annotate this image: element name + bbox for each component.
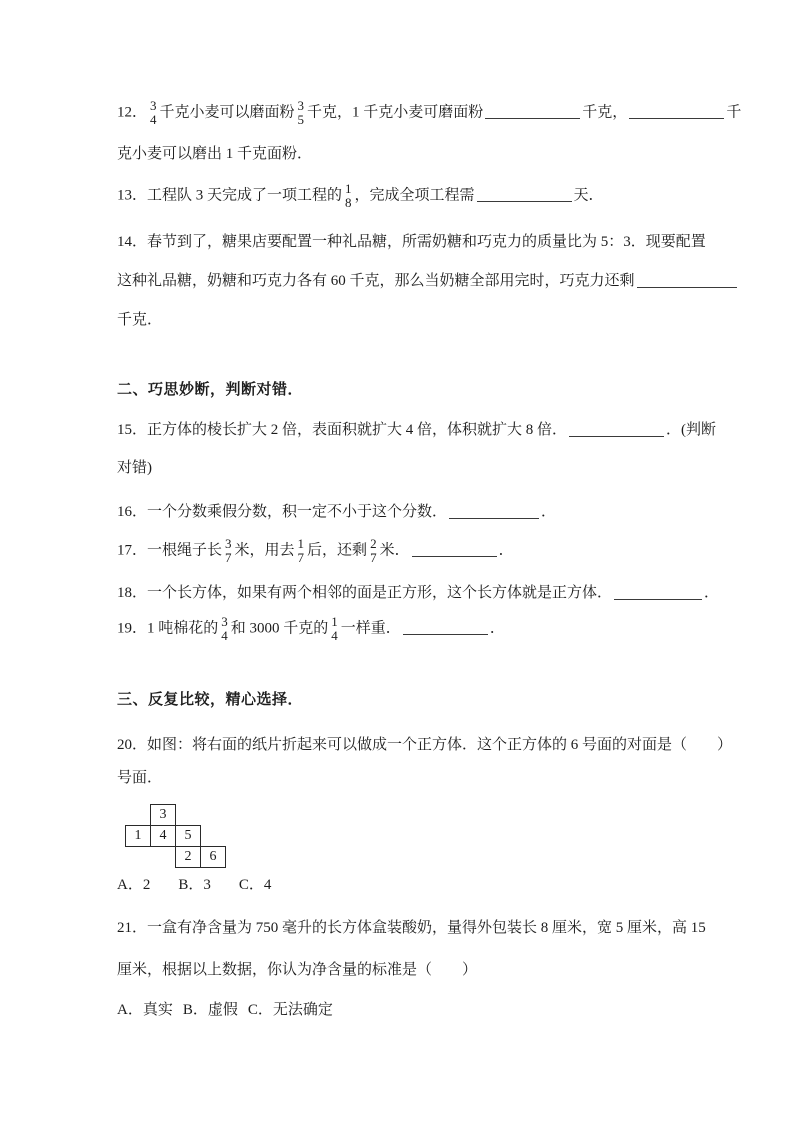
option-b: B．虚假 <box>182 1002 238 1018</box>
fraction-denominator: 7 <box>370 550 377 565</box>
question-19 <box>117 615 505 643</box>
option-c: C．无法确定 <box>247 1002 333 1018</box>
fraction-denominator: 7 <box>297 550 305 565</box>
fraction-3-7 <box>225 537 232 565</box>
question-text: 春节到了，糖果店要配置一种礼品糖，所需奶糖和巧克力的质量比为 5：3．现要配置 <box>147 234 706 250</box>
question-text: 正方体的棱长扩大 2 倍，表面积就扩大 4 倍，体积就扩大 8 倍． <box>147 422 568 438</box>
question-18 <box>117 582 719 604</box>
answer-blank <box>485 102 580 119</box>
question-number: 19． <box>117 620 148 637</box>
fraction-numerator: 3 <box>221 614 228 629</box>
question-text: 一盒有净含量为 750 毫升的长方体盒装酸奶，量得外包装长 8 厘米，宽 5 厘米，高 15 <box>147 920 706 936</box>
question-text: 一根绳子长 <box>147 542 223 559</box>
answer-blank <box>629 102 724 119</box>
section-title-text: 三、反复比较，精心选择． <box>117 692 304 708</box>
question-text: 千克，1 千克小麦可磨面粉 <box>307 104 484 121</box>
question-number: 12． <box>117 104 148 121</box>
fraction-numerator: 1 <box>331 614 338 629</box>
question-number: 16． <box>117 504 148 520</box>
question-14-line-3 <box>117 309 162 331</box>
question-21-line-1 <box>117 917 706 939</box>
fraction-numerator: 1 <box>345 181 352 196</box>
question-15-line-2 <box>117 457 152 479</box>
net-cell-4: 4 <box>150 825 176 847</box>
answer-blank <box>569 420 664 437</box>
question-text: 米． <box>379 542 410 559</box>
question-text: ．(判断 <box>666 422 717 438</box>
question-text: 一样重． <box>340 620 401 637</box>
question-text: ． <box>498 542 514 559</box>
question-20-line-2 <box>117 767 162 789</box>
question-17 <box>117 537 514 565</box>
question-14-line-2 <box>117 270 739 292</box>
fraction-1-4 <box>331 615 338 643</box>
question-text: 厘米，根据以上数据，你认为净含量的标准是（ ） <box>117 962 478 978</box>
question-text: ． <box>489 620 505 637</box>
section-3-title <box>117 689 303 711</box>
question-text: 千 <box>726 104 742 121</box>
answer-blank <box>637 271 737 288</box>
fraction-3-4 <box>150 99 157 127</box>
question-text: 一个分数乘假分数，积一定不小于这个分数． <box>147 504 448 520</box>
fraction-denominator: 4 <box>150 112 157 127</box>
question-number: 13． <box>117 187 148 204</box>
question-number: 14． <box>117 234 148 250</box>
fraction-1-7 <box>298 537 305 565</box>
fraction-denominator: 5 <box>297 112 305 127</box>
question-text: ． <box>704 585 720 601</box>
net-cell-5: 5 <box>175 825 201 847</box>
fraction-numerator: 3 <box>150 98 157 113</box>
fraction-3-5 <box>298 99 305 127</box>
question-text: 如图：将右面的纸片折起来可以做成一个正方体．这个正方体的 6 号面的对面是（ ） <box>147 737 733 753</box>
answer-blank <box>412 540 497 557</box>
fraction-numerator: 2 <box>370 536 377 551</box>
question-text: 千克小麦可以磨面粉 <box>159 104 295 121</box>
question-number: 20． <box>117 737 148 753</box>
net-cell-3: 3 <box>150 804 176 826</box>
fraction-denominator: 4 <box>221 628 228 643</box>
answer-blank <box>477 185 572 202</box>
section-title-text: 二、巧思妙断，判断对错． <box>117 382 304 398</box>
question-text: ． <box>541 504 557 520</box>
fraction-numerator: 3 <box>297 98 305 113</box>
question-text: 这种礼品糖，奶糖和巧克力各有 60 千克，那么当奶糖全部用完时，巧克力还剩 <box>117 273 635 289</box>
answer-blank <box>403 618 488 635</box>
question-text: 天． <box>573 187 604 204</box>
question-text: 克小麦可以磨出 1 千克面粉． <box>117 146 313 162</box>
fraction-numerator: 3 <box>225 536 232 551</box>
answer-blank <box>614 583 702 600</box>
question-text: 后，还剩 <box>307 542 368 559</box>
fraction-numerator: 1 <box>297 536 305 551</box>
question-text: 对错) <box>117 460 152 476</box>
question-21-options <box>117 999 333 1021</box>
option-a: A．真实 <box>117 1002 173 1018</box>
option-b: B．3 <box>178 877 211 893</box>
question-text: 和 3000 千克的 <box>230 620 329 637</box>
question-text: 千克， <box>582 104 628 121</box>
net-cell-6: 6 <box>200 846 226 868</box>
question-text: 工程队 3 天完成了一项工程的 <box>147 187 343 204</box>
question-text: 号面． <box>117 770 163 786</box>
fraction-2-7 <box>370 537 377 565</box>
question-14-line-1 <box>117 231 706 253</box>
net-cell-1: 1 <box>125 825 151 847</box>
question-12-line-1 <box>117 99 741 127</box>
question-text: 米，用去 <box>234 542 295 559</box>
option-a: A．2 <box>117 877 151 893</box>
answer-blank <box>449 502 539 519</box>
net-cell-2: 2 <box>175 846 201 868</box>
question-20-options <box>117 874 271 896</box>
question-number: 17． <box>117 542 148 559</box>
question-number: 15． <box>117 422 148 438</box>
question-21-line-2 <box>117 959 477 981</box>
question-text: 一个长方体，如果有两个相邻的面是正方形，这个长方体就是正方体． <box>147 585 613 601</box>
question-text: ，完成全项工程需 <box>354 187 475 204</box>
option-c: C．4 <box>238 877 272 893</box>
question-number: 18． <box>117 585 148 601</box>
question-15-line-1 <box>117 419 716 441</box>
cube-net-figure <box>125 804 235 874</box>
question-16 <box>117 501 556 523</box>
fraction-denominator: 4 <box>331 628 338 643</box>
question-number: 21． <box>117 920 148 936</box>
question-20-line-1 <box>117 734 732 756</box>
fraction-denominator: 8 <box>345 195 352 210</box>
section-2-title <box>117 379 303 401</box>
question-13 <box>117 182 604 210</box>
question-text: 千克． <box>117 312 163 328</box>
question-text: 1 吨棉花的 <box>147 620 219 637</box>
fraction-3-4 <box>221 615 228 643</box>
fraction-denominator: 7 <box>225 550 232 565</box>
fraction-1-8 <box>345 182 352 210</box>
question-12-line-2 <box>117 143 312 165</box>
